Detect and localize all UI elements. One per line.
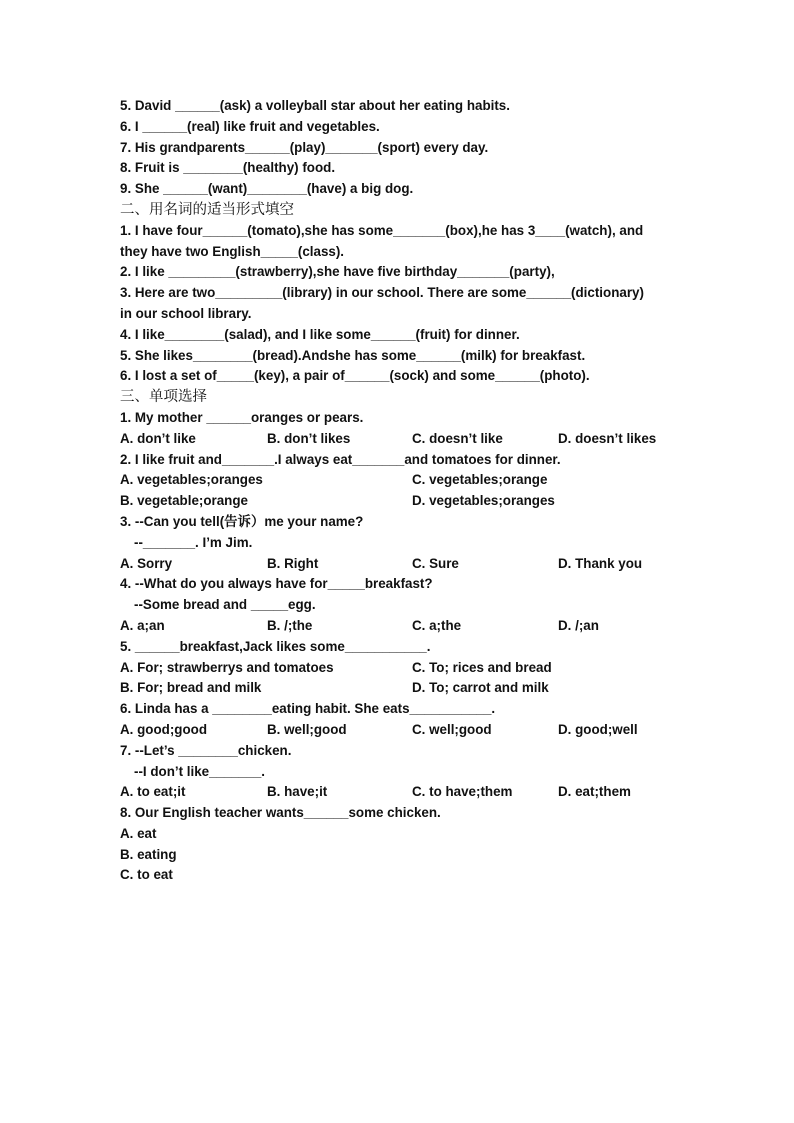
section-heading: 二、用名词的适当形式填空 bbox=[120, 201, 294, 218]
option-b: B. /;the bbox=[267, 617, 313, 633]
option-a: A. a;an bbox=[120, 617, 165, 633]
options-row bbox=[120, 429, 700, 450]
option-c: C. To; rices and bread bbox=[412, 659, 552, 675]
question-line: 6. I ______(real) like fruit and vegetables. bbox=[120, 118, 380, 134]
question-line: 7. His grandparents______(play)_______(sport) every day. bbox=[120, 139, 489, 155]
option-d: D. eat;them bbox=[558, 784, 631, 800]
option-b: B. don’t likes bbox=[267, 430, 351, 446]
option-a: A. vegetables;oranges bbox=[120, 472, 263, 488]
option-c: C. a;the bbox=[412, 617, 462, 633]
options-row bbox=[120, 720, 700, 741]
option-b: B. For; bread and milk bbox=[120, 680, 262, 696]
option-c: C. vegetables;orange bbox=[412, 472, 548, 488]
option-b: B. eating bbox=[120, 846, 177, 862]
options-row bbox=[120, 678, 700, 699]
question-stem: 6. Linda has a ________eating habit. She eats___________. bbox=[120, 701, 496, 717]
option-a: A. to eat;it bbox=[120, 784, 186, 800]
option-a: A. good;good bbox=[120, 721, 208, 737]
option-b: B. vegetable;orange bbox=[120, 493, 248, 509]
options-row bbox=[120, 470, 700, 491]
option-a: A. don’t like bbox=[120, 430, 196, 446]
question-line: they have two English_____(class). bbox=[120, 243, 345, 259]
question-stem: 4. --What do you always have for_____breakfast? bbox=[120, 576, 433, 592]
option-d: D. /;an bbox=[558, 617, 599, 633]
option-a: A. eat bbox=[120, 825, 157, 841]
question-stem: 1. My mother ______oranges or pears. bbox=[120, 409, 364, 425]
question-reply: --I don’t like_______. bbox=[134, 763, 265, 779]
question-line: 5. David ______(ask) a volleyball star about her eating habits. bbox=[120, 98, 510, 113]
section-heading: 三、单项选择 bbox=[120, 389, 207, 406]
option-c: C. Sure bbox=[412, 555, 459, 571]
question-line: 6. I lost a set of_____(key), a pair of______(sock) and some______(photo). bbox=[120, 368, 590, 384]
option-c: C. well;good bbox=[412, 721, 492, 737]
option-d: D. good;well bbox=[558, 721, 638, 737]
question-line: 3. Here are two_________(library) in our school. There are some______(dictionary) bbox=[120, 285, 644, 301]
question-reply: --Some bread and _____egg. bbox=[134, 597, 316, 613]
options-row bbox=[120, 782, 700, 803]
question-line: in our school library. bbox=[120, 305, 252, 321]
question-line: 2. I like _________(strawberry),she have five birthday_______(party), bbox=[120, 264, 555, 280]
worksheet-page bbox=[120, 96, 700, 886]
options-row bbox=[120, 616, 700, 637]
options-row bbox=[120, 554, 700, 575]
question-stem: 8. Our English teacher wants______some chicken. bbox=[120, 805, 441, 821]
options-row bbox=[120, 658, 700, 679]
options-row bbox=[120, 491, 700, 512]
question-line: 5. She likes________(bread).Andshe has some______(milk) for breakfast. bbox=[120, 347, 586, 363]
option-d: D. Thank you bbox=[558, 555, 643, 571]
question-line: 1. I have four______(tomato),she has some_______(box),he has 3____(watch), and bbox=[120, 222, 644, 238]
option-d: D. doesn’t likes bbox=[558, 430, 657, 446]
option-c: C. to have;them bbox=[412, 784, 513, 800]
option-b: B. Right bbox=[267, 555, 319, 571]
option-b: B. well;good bbox=[267, 721, 347, 737]
question-line: 9. She ______(want)________(have) a big dog. bbox=[120, 181, 414, 197]
option-c: C. doesn’t like bbox=[412, 430, 503, 446]
question-stem: 7. --Let’s ________chicken. bbox=[120, 742, 292, 758]
option-a: A. Sorry bbox=[120, 555, 173, 571]
question-reply: --_______. I’m Jim. bbox=[134, 534, 253, 550]
question-line: 8. Fruit is ________(healthy) food. bbox=[120, 160, 336, 176]
option-c: C. to eat bbox=[120, 867, 173, 883]
option-b: B. have;it bbox=[267, 784, 328, 800]
question-stem: 2. I like fruit and_______.I always eat_______and tomatoes for dinner. bbox=[120, 451, 561, 467]
option-d: D. To; carrot and milk bbox=[412, 680, 549, 696]
question-stem: 5. ______breakfast,Jack likes some___________. bbox=[120, 638, 431, 654]
question-line: 4. I like________(salad), and I like some______(fruit) for dinner. bbox=[120, 326, 520, 342]
question-stem: 3. --Can you tell(告诉）me your name? bbox=[120, 513, 364, 529]
option-a: A. For; strawberrys and tomatoes bbox=[120, 659, 334, 675]
option-d: D. vegetables;oranges bbox=[412, 493, 555, 509]
